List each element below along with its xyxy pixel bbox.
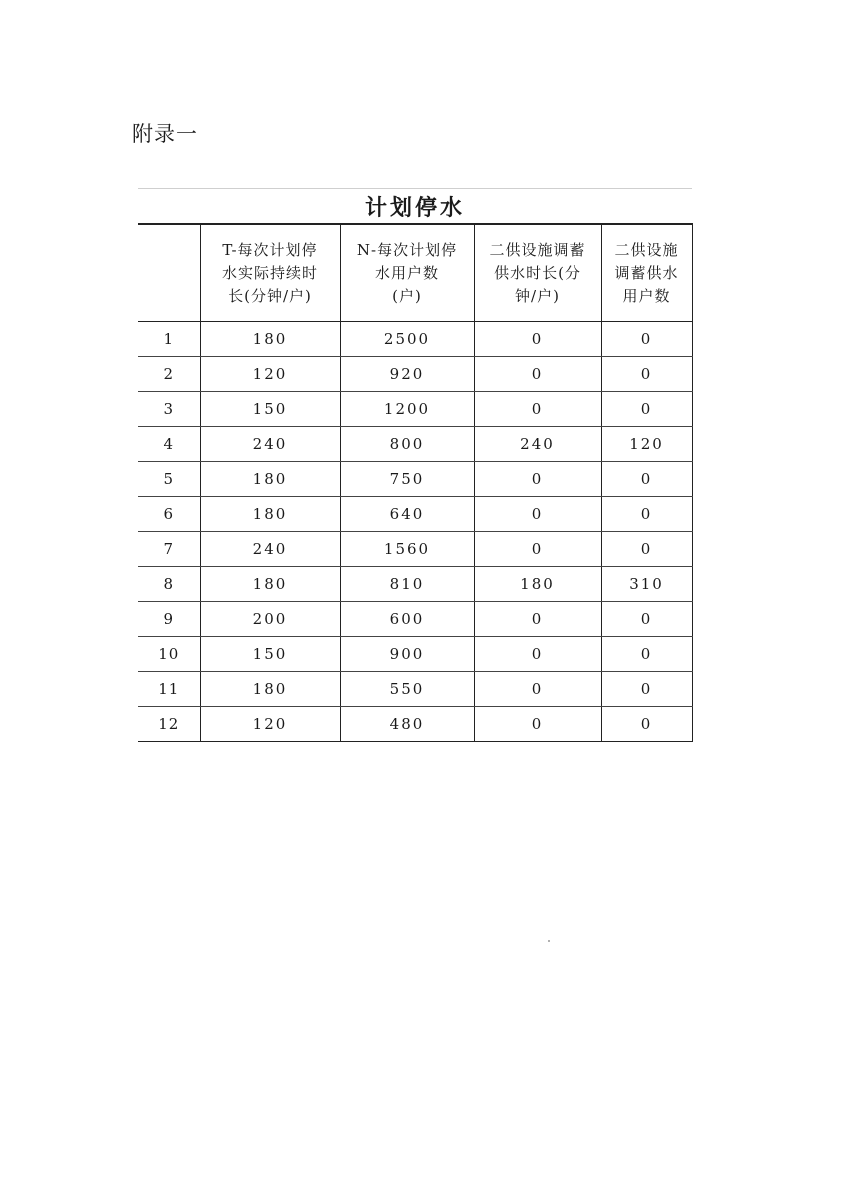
header-affected-users-line1: N-每次计划停: [356, 240, 458, 259]
cell-outage-duration: 120: [200, 707, 340, 742]
planned-outage-table-container: [138, 188, 692, 742]
table-row: [138, 672, 692, 707]
cell-storage-supply-users: 0: [601, 462, 692, 497]
cell-storage-supply-duration: 0: [474, 392, 601, 427]
table-title: 计划停水: [138, 189, 692, 225]
header-affected-users-line3: (户): [392, 286, 422, 305]
cell-outage-duration: 180: [200, 672, 340, 707]
header-affected-users-line2: 水用户数: [374, 263, 439, 282]
cell-storage-supply-duration: 0: [474, 532, 601, 567]
header-outage-duration-line3: 长(分钟/户): [228, 286, 312, 305]
cell-outage-duration: 180: [200, 322, 340, 357]
cell-storage-supply-duration: 0: [474, 637, 601, 672]
table-row: [138, 532, 692, 567]
cell-storage-supply-duration: 240: [474, 427, 601, 462]
cell-affected-users: 1200: [340, 392, 474, 427]
header-outage-duration-line2: 水实际持续时: [221, 263, 318, 282]
scan-speck: [548, 940, 550, 942]
cell-index: 10: [138, 637, 200, 672]
cell-storage-supply-duration: 0: [474, 322, 601, 357]
cell-outage-duration: 120: [200, 357, 340, 392]
table-row: [138, 322, 692, 357]
header-outage-duration-line1: T-每次计划停: [222, 240, 318, 259]
cell-storage-supply-users: 0: [601, 322, 692, 357]
cell-outage-duration: 150: [200, 392, 340, 427]
cell-index: 7: [138, 532, 200, 567]
table-row: [138, 427, 692, 462]
header-storage-supply-users-line3: 用户数: [622, 286, 671, 305]
header-storage-supply-users-line2: 调蓄供水: [614, 263, 679, 282]
table-row: [138, 707, 692, 742]
cell-index: 9: [138, 602, 200, 637]
cell-affected-users: 800: [340, 427, 474, 462]
cell-outage-duration: 150: [200, 637, 340, 672]
cell-outage-duration: 240: [200, 532, 340, 567]
cell-storage-supply-users: 0: [601, 707, 692, 742]
cell-storage-supply-users: 0: [601, 532, 692, 567]
cell-index: 6: [138, 497, 200, 532]
cell-affected-users: 2500: [340, 322, 474, 357]
cell-outage-duration: 180: [200, 462, 340, 497]
appendix-label: 附录一: [132, 122, 198, 146]
header-storage-supply-duration: [474, 224, 601, 322]
cell-storage-supply-duration: 0: [474, 462, 601, 497]
cell-affected-users: 640: [340, 497, 474, 532]
cell-affected-users: 1560: [340, 532, 474, 567]
header-storage-supply-users-line1: 二供设施: [614, 240, 679, 259]
cell-affected-users: 480: [340, 707, 474, 742]
header-storage-supply-duration-line3: 钟/户): [515, 286, 560, 305]
cell-affected-users: 600: [340, 602, 474, 637]
header-outage-duration: [200, 224, 340, 322]
cell-index: 12: [138, 707, 200, 742]
cell-index: 5: [138, 462, 200, 497]
cell-storage-supply-users: 120: [601, 427, 692, 462]
cell-index: 4: [138, 427, 200, 462]
cell-index: 2: [138, 357, 200, 392]
table-row: [138, 567, 692, 602]
table-row: [138, 392, 692, 427]
table-title-row: [138, 189, 692, 225]
cell-outage-duration: 200: [200, 602, 340, 637]
table-header-row: [138, 224, 692, 322]
cell-storage-supply-duration: 0: [474, 672, 601, 707]
cell-affected-users: 920: [340, 357, 474, 392]
planned-outage-table: [138, 188, 693, 742]
cell-affected-users: 900: [340, 637, 474, 672]
header-index: [138, 224, 200, 322]
table-row: [138, 637, 692, 672]
cell-outage-duration: 180: [200, 567, 340, 602]
cell-index: 1: [138, 322, 200, 357]
cell-storage-supply-duration: 180: [474, 567, 601, 602]
cell-storage-supply-duration: 0: [474, 602, 601, 637]
cell-storage-supply-duration: 0: [474, 357, 601, 392]
table-row: [138, 462, 692, 497]
header-storage-supply-users: [601, 224, 692, 322]
header-storage-supply-duration-line1: 二供设施调蓄: [489, 240, 586, 259]
cell-storage-supply-users: 0: [601, 637, 692, 672]
cell-index: 8: [138, 567, 200, 602]
cell-affected-users: 550: [340, 672, 474, 707]
cell-affected-users: 750: [340, 462, 474, 497]
header-storage-supply-duration-line2: 供水时长(分: [494, 263, 581, 282]
cell-storage-supply-duration: 0: [474, 707, 601, 742]
table-row: [138, 357, 692, 392]
table-row: [138, 497, 692, 532]
cell-outage-duration: 240: [200, 427, 340, 462]
cell-outage-duration: 180: [200, 497, 340, 532]
cell-index: 3: [138, 392, 200, 427]
cell-storage-supply-users: 310: [601, 567, 692, 602]
cell-index: 11: [138, 672, 200, 707]
header-affected-users: [340, 224, 474, 322]
cell-storage-supply-users: 0: [601, 497, 692, 532]
cell-affected-users: 810: [340, 567, 474, 602]
cell-storage-supply-users: 0: [601, 602, 692, 637]
cell-storage-supply-users: 0: [601, 672, 692, 707]
cell-storage-supply-users: 0: [601, 357, 692, 392]
cell-storage-supply-duration: 0: [474, 497, 601, 532]
table-row: [138, 602, 692, 637]
cell-storage-supply-users: 0: [601, 392, 692, 427]
